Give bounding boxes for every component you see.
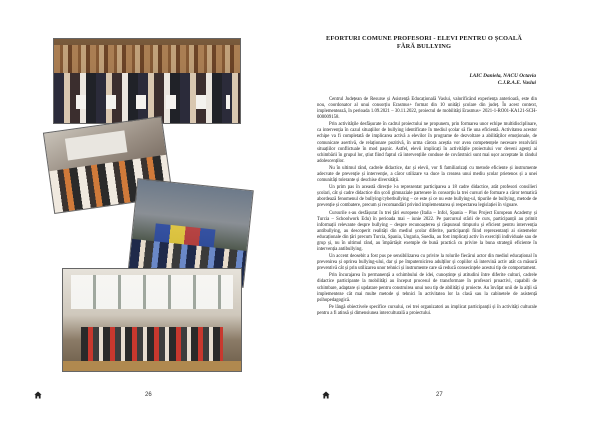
paragraph: Un prim pas în această direcție l-a reprezentat participarea a 18 cadre didactice, atât profesori consilieri școlari, cât și cadre didactice din școli gimnaziale partenere în consorțiu la trei cursuri de formare a căror tematică abordează fenomenul de bullying/cyberbullying – ce este și ce nu este bullying-ul, tipurile de bullying, metode de prevenție și combatere, precum și recomandări privind implementarea și respectarea legislației în vigoare. [317, 185, 537, 209]
article-title [318, 35, 530, 51]
paragraph: Un accent deosebit a fost pus pe sensibilizarea cu privire la rolurile fiecărui actor din mediul educațional în prevenirea și oprirea bullying-ului, dar și pe împuternicirea adulților și copiilor să intervină activ atât ca măsură preventivă cât și prin utilizarea unor tehnici și instrumente care să reducă consecințele acestui tip de comportament. [317, 254, 537, 272]
paragraph: Prin încurajarea în permanență a schimbului de idei, cunoștințe și atitudini între diferite culturi, cadrele didactice participante la mobilități au început procesul de transformare în profesori proactivi, capabili de schimbare, adaptare și updatare pentru construirea unui nou tip de abilități și proiecte. Au învățat unii de la alții să implementeze cât mai multe metode și tehnici în activitatea lor la clasă sau la cabinetele de asistență psihopedagogică. [317, 273, 537, 303]
paragraph: Prin activitățile desfășurate în cadrul proiectului ne propunem, prin formarea unor echipe multidisciplinare, ca intervenția în cazul situațiilor de bullying identificate în mediul școlar să fie una eficientă. Activitatea acestor echipe va fi completată de implicarea activă a elevilor în programe de dezvoltare a abilităților emoționale, de comunicare asertivă, de relaționare pozitivă, în urma cărora aceștia vor avea competențele necesare rezolvării situațiilor conflictuale în mod pașnic. Astfel, elevii implicați în activitățile proiectului vor deveni agenți ai schimbării în grupul lor, știut fiind faptul că intervențiile conduse de covârstnici sunt mai ușor acceptate în rândul adolescenților. [317, 122, 537, 164]
article-authors [318, 73, 536, 87]
page-number: 26 [145, 392, 152, 398]
paragraph: Centrul Județean de Resurse și Asistență Educațională Vaslui, valorificând experiența anterioară, este din nou, coordonator al unui consorțiu Erasmus+ format din 10 unități școlare din județ. În acest context, implementează, în perioada 1.09.2021 – 30.11.2022, proiectul de mobilități Erasmus+ 2021-1-RO01-KA121-SCH-000009158. [317, 97, 537, 121]
paragraph: Nu în ultimul rând, cadrele didactice, dar și elevii, vor fi familiarizați cu metode eficiente și instrumente adecvate de prevenție și intervenție, a căror utilizare va duce la crearea unui mediu școlar prietenos și a unei comunități tolerante și deschise diversității. [317, 165, 537, 183]
page-number: 27 [436, 392, 443, 398]
author-affiliation: C.J.R.A.E. Vaslui [497, 80, 536, 86]
author-names: LAIC Daniela, NACU Octavia [469, 73, 536, 79]
article-body [317, 97, 537, 318]
home-icon[interactable] [322, 391, 330, 399]
group-photo-gym [62, 268, 242, 372]
group-photo-library [53, 38, 241, 124]
home-icon[interactable] [34, 391, 42, 399]
title-line: EFORTURI COMUNE PROFESORI - ELEVI PENTRU O ȘCOALĂ [326, 35, 522, 42]
title-line: FĂRĂ BULLYING [396, 43, 452, 50]
paragraph: Pe lângă obiectivele specifice cursului, cei trei organizatori au implicat participanții și în activități culturale pentru a fi atinsă și dimensiunea interculturală a proiectului. [317, 304, 537, 316]
paragraph: Cursurile s-au desfășurat în trei țări europene (Italia – Infol, Spania – Plus Project European Academy și Turcia – Schoolwork Edu) în perioada mai – iunie 2022. Pe parcursul stării de curs, participanții au primit informații relevante despre bullying – despre recunoașterea și răspunsul timpuriu și eficient pentru intervenția antibullying, au descoperit realități din mediul școlar diferite, participanții fiind reprezentanți ai sistemelor educaționale din țări precum Turcia, Spania, Ungaria, Suedia, au fost implicați activ în exerciții individuale sau de grup și, nu în ultimul rând, au împărtășit exemple de bună practică cu privire la buna strategii eficiente în intervenția antibullying. [317, 210, 537, 252]
